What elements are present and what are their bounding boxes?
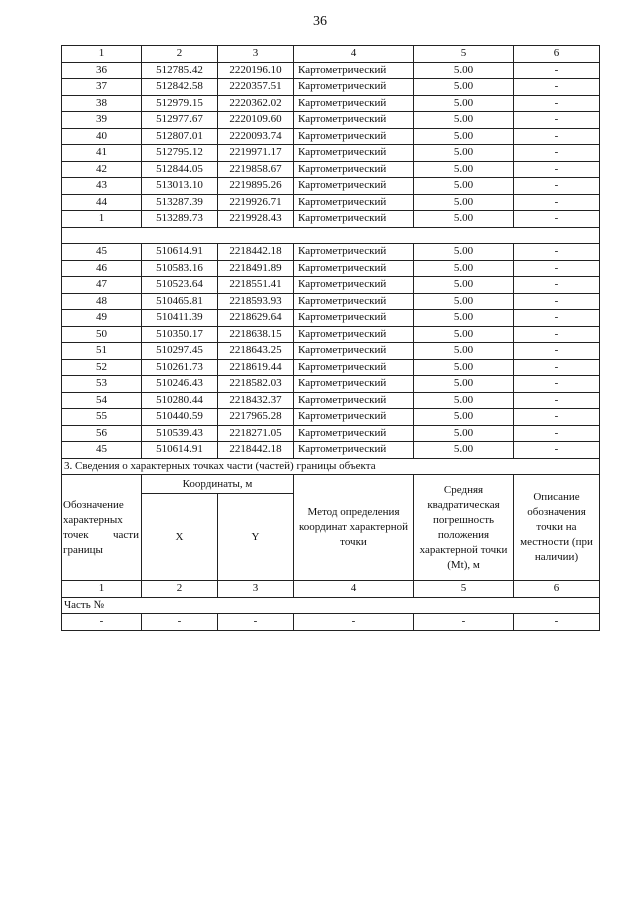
coord-y-cell: 2220357.51 <box>218 79 294 96</box>
error-mt-cell: 5.00 <box>414 343 514 360</box>
error-mt-cell: 5.00 <box>414 244 514 261</box>
method-cell: Картометрический <box>294 145 414 162</box>
error-mt-cell: 5.00 <box>414 359 514 376</box>
coord-x-cell: 512807.01 <box>142 128 218 145</box>
coord-x-cell: 512795.12 <box>142 145 218 162</box>
error-mt-cell: 5.00 <box>414 442 514 459</box>
error-mt-cell: 5.00 <box>414 310 514 327</box>
coord-x-cell: 510440.59 <box>142 409 218 426</box>
error-mt-cell: 5.00 <box>414 178 514 195</box>
section-header-row <box>62 475 600 494</box>
coord-x-cell: 512785.42 <box>142 62 218 79</box>
description-cell: - <box>514 145 600 162</box>
section-col-num: 3 <box>218 581 294 598</box>
point-number-cell: 50 <box>62 326 142 343</box>
method-cell: Картометрический <box>294 376 414 393</box>
error-mt-cell: 5.00 <box>414 277 514 294</box>
point-number-cell: 52 <box>62 359 142 376</box>
error-mt-cell: 5.00 <box>414 62 514 79</box>
coord-x-cell: 510614.91 <box>142 244 218 261</box>
table-row <box>62 112 600 129</box>
error-header: Средняя квадратическая погрешность положения характерной точки (Mt), м <box>414 475 514 581</box>
description-cell: - <box>514 293 600 310</box>
coord-y-cell: 2220362.02 <box>218 95 294 112</box>
method-header: Метод определения координат характерной точки <box>294 475 414 581</box>
method-cell: Картометрический <box>294 359 414 376</box>
coord-y-cell: 2218643.25 <box>218 343 294 360</box>
description-cell: - <box>514 112 600 129</box>
coord-y-cell: 2219971.17 <box>218 145 294 162</box>
table-row <box>62 409 600 426</box>
coord-x-cell: 510411.39 <box>142 310 218 327</box>
table-row <box>62 310 600 327</box>
table-row <box>62 161 600 178</box>
method-cell: Картометрический <box>294 194 414 211</box>
section-title: 3. Сведения о характерных точках части (частей) границы объекта <box>62 458 600 475</box>
description-cell: - <box>514 376 600 393</box>
coord-y-cell: 2219895.26 <box>218 178 294 195</box>
coord-y-cell: 2220093.74 <box>218 128 294 145</box>
table-row <box>62 178 600 195</box>
table-row <box>62 343 600 360</box>
description-cell: - <box>514 359 600 376</box>
coord-y-cell: 2218271.05 <box>218 425 294 442</box>
method-cell: Картометрический <box>294 425 414 442</box>
header-num: 1 <box>62 46 142 63</box>
coord-x-cell: 512977.67 <box>142 112 218 129</box>
header-num: 3 <box>218 46 294 63</box>
point-number-cell: 37 <box>62 79 142 96</box>
coord-y-cell: 2220196.10 <box>218 62 294 79</box>
description-cell: - <box>514 277 600 294</box>
error-mt-cell: 5.00 <box>414 392 514 409</box>
method-cell: Картометрический <box>294 62 414 79</box>
method-cell: Картометрический <box>294 310 414 327</box>
method-cell: Картометрический <box>294 79 414 96</box>
coord-y-cell: 2219926.71 <box>218 194 294 211</box>
coord-x-cell: 510246.43 <box>142 376 218 393</box>
point-number-cell: 51 <box>62 343 142 360</box>
description-cell: - <box>514 211 600 228</box>
table-row <box>62 359 600 376</box>
table-row <box>62 442 600 459</box>
error-mt-cell: 5.00 <box>414 293 514 310</box>
method-cell: Картометрический <box>294 161 414 178</box>
y-header: Y <box>218 494 294 581</box>
description-cell: - <box>514 260 600 277</box>
method-cell: Картометрический <box>294 128 414 145</box>
part-row <box>62 597 600 614</box>
coord-x-cell: 510280.44 <box>142 392 218 409</box>
x-header: X <box>142 494 218 581</box>
description-cell: - <box>514 95 600 112</box>
method-cell: Картометрический <box>294 112 414 129</box>
point-number-cell: 39 <box>62 112 142 129</box>
point-number-cell: 54 <box>62 392 142 409</box>
table-row <box>62 79 600 96</box>
table-row <box>62 95 600 112</box>
method-cell: Картометрический <box>294 293 414 310</box>
method-cell: Картометрический <box>294 244 414 261</box>
description-cell: - <box>514 161 600 178</box>
coord-x-cell: 510614.91 <box>142 442 218 459</box>
coord-x-cell: 510465.81 <box>142 293 218 310</box>
error-mt-cell: 5.00 <box>414 145 514 162</box>
description-cell: - <box>514 343 600 360</box>
point-number-cell: 46 <box>62 260 142 277</box>
section-col-num: 6 <box>514 581 600 598</box>
coord-y-cell: 2218582.03 <box>218 376 294 393</box>
coord-x-cell: 510539.43 <box>142 425 218 442</box>
point-number-cell: 38 <box>62 95 142 112</box>
error-mt-cell: 5.00 <box>414 194 514 211</box>
method-cell: Картометрический <box>294 326 414 343</box>
point-number-cell: 55 <box>62 409 142 426</box>
description-cell: - <box>514 425 600 442</box>
section-col-num: 2 <box>142 581 218 598</box>
page-number: 36 <box>313 14 327 29</box>
point-number-cell: 45 <box>62 442 142 459</box>
point-number-cell: 44 <box>62 194 142 211</box>
error-mt-cell: 5.00 <box>414 425 514 442</box>
table-row <box>62 425 600 442</box>
coord-x-cell: 510297.45 <box>142 343 218 360</box>
point-number-cell: 36 <box>62 62 142 79</box>
coord-y-cell: 2218442.18 <box>218 244 294 261</box>
method-cell: Картометрический <box>294 277 414 294</box>
error-mt-cell: 5.00 <box>414 260 514 277</box>
table-row <box>62 326 600 343</box>
error-mt-cell: 5.00 <box>414 376 514 393</box>
point-number-cell: 45 <box>62 244 142 261</box>
table-row <box>62 277 600 294</box>
description-cell: - <box>514 392 600 409</box>
coord-x-cell: 513013.10 <box>142 178 218 195</box>
table-row <box>62 145 600 162</box>
error-mt-cell: 5.00 <box>414 409 514 426</box>
description-cell: - <box>514 79 600 96</box>
point-number-cell: 48 <box>62 293 142 310</box>
description-cell: - <box>514 442 600 459</box>
section-col-num: 1 <box>62 581 142 598</box>
section-number-row <box>62 581 600 598</box>
method-cell: Картометрический <box>294 178 414 195</box>
method-cell: Картометрический <box>294 343 414 360</box>
coord-y-cell: 2219928.43 <box>218 211 294 228</box>
coord-y-cell: 2218442.18 <box>218 442 294 459</box>
method-cell: Картометрический <box>294 260 414 277</box>
coord-y-cell: 2218629.64 <box>218 310 294 327</box>
coord-y-cell: 2218593.93 <box>218 293 294 310</box>
table-row <box>62 260 600 277</box>
point-number-cell: 42 <box>62 161 142 178</box>
coord-x-cell: 512979.15 <box>142 95 218 112</box>
description-cell: - <box>514 326 600 343</box>
point-number-cell: 41 <box>62 145 142 162</box>
error-mt-cell: 5.00 <box>414 112 514 129</box>
point-number-cell: 47 <box>62 277 142 294</box>
description-cell: - <box>514 178 600 195</box>
table-row <box>62 194 600 211</box>
method-cell: Картометрический <box>294 95 414 112</box>
coord-y-cell: 2217965.28 <box>218 409 294 426</box>
section-col-num: 5 <box>414 581 514 598</box>
coord-x-cell: 513287.39 <box>142 194 218 211</box>
description-cell: - <box>514 62 600 79</box>
method-cell: Картометрический <box>294 442 414 459</box>
error-mt-cell: 5.00 <box>414 326 514 343</box>
error-mt-cell: 5.00 <box>414 79 514 96</box>
coord-x-cell: 510523.64 <box>142 277 218 294</box>
table-row <box>62 128 600 145</box>
point-number-cell: 40 <box>62 128 142 145</box>
coord-x-cell: 513289.73 <box>142 211 218 228</box>
description-cell: - <box>514 194 600 211</box>
point-number-cell: 56 <box>62 425 142 442</box>
table-row <box>62 293 600 310</box>
error-mt-cell: 5.00 <box>414 161 514 178</box>
header-num: 6 <box>514 46 600 63</box>
empty-cell: - <box>294 614 414 631</box>
description-cell: - <box>514 310 600 327</box>
description-cell: - <box>514 409 600 426</box>
header-num: 5 <box>414 46 514 63</box>
point-number-cell: 1 <box>62 211 142 228</box>
header-num: 2 <box>142 46 218 63</box>
empty-row <box>62 614 600 631</box>
coord-x-cell: 510350.17 <box>142 326 218 343</box>
error-mt-cell: 5.00 <box>414 211 514 228</box>
coordinates-header: Координаты, м <box>142 475 294 494</box>
error-mt-cell: 5.00 <box>414 128 514 145</box>
coord-x-cell: 510583.16 <box>142 260 218 277</box>
coord-y-cell: 2218551.41 <box>218 277 294 294</box>
method-cell: Картометрический <box>294 392 414 409</box>
description-cell: - <box>514 244 600 261</box>
table-row <box>62 244 600 261</box>
section-col-num: 4 <box>294 581 414 598</box>
table-row <box>62 376 600 393</box>
empty-cell: - <box>414 614 514 631</box>
point-number-cell: 43 <box>62 178 142 195</box>
description-cell: - <box>514 128 600 145</box>
empty-cell: - <box>218 614 294 631</box>
part-label: Часть № <box>62 597 600 614</box>
table-row <box>62 211 600 228</box>
coord-x-cell: 512844.05 <box>142 161 218 178</box>
coord-x-cell: 512842.58 <box>142 79 218 96</box>
coord-x-cell: 510261.73 <box>142 359 218 376</box>
coordinates-table <box>61 45 600 631</box>
description-header: Описание обозначения точки на местности (при наличии) <box>514 475 600 581</box>
coord-y-cell: 2218432.37 <box>218 392 294 409</box>
coord-y-cell: 2218619.44 <box>218 359 294 376</box>
coord-y-cell: 2218491.89 <box>218 260 294 277</box>
table-row <box>62 392 600 409</box>
section-title-row <box>62 458 600 475</box>
empty-cell: - <box>62 614 142 631</box>
point-number-cell: 49 <box>62 310 142 327</box>
blank-row <box>62 227 600 244</box>
table-row <box>62 62 600 79</box>
empty-cell: - <box>142 614 218 631</box>
method-cell: Картометрический <box>294 211 414 228</box>
coord-y-cell: 2220109.60 <box>218 112 294 129</box>
coord-y-cell: 2218638.15 <box>218 326 294 343</box>
coord-y-cell: 2219858.67 <box>218 161 294 178</box>
header-number-row <box>62 46 600 63</box>
error-mt-cell: 5.00 <box>414 95 514 112</box>
col-point-designation-header: Обозначение характерных точек части границы <box>62 475 142 581</box>
method-cell: Картометрический <box>294 409 414 426</box>
empty-cell: - <box>514 614 600 631</box>
header-num: 4 <box>294 46 414 63</box>
point-number-cell: 53 <box>62 376 142 393</box>
